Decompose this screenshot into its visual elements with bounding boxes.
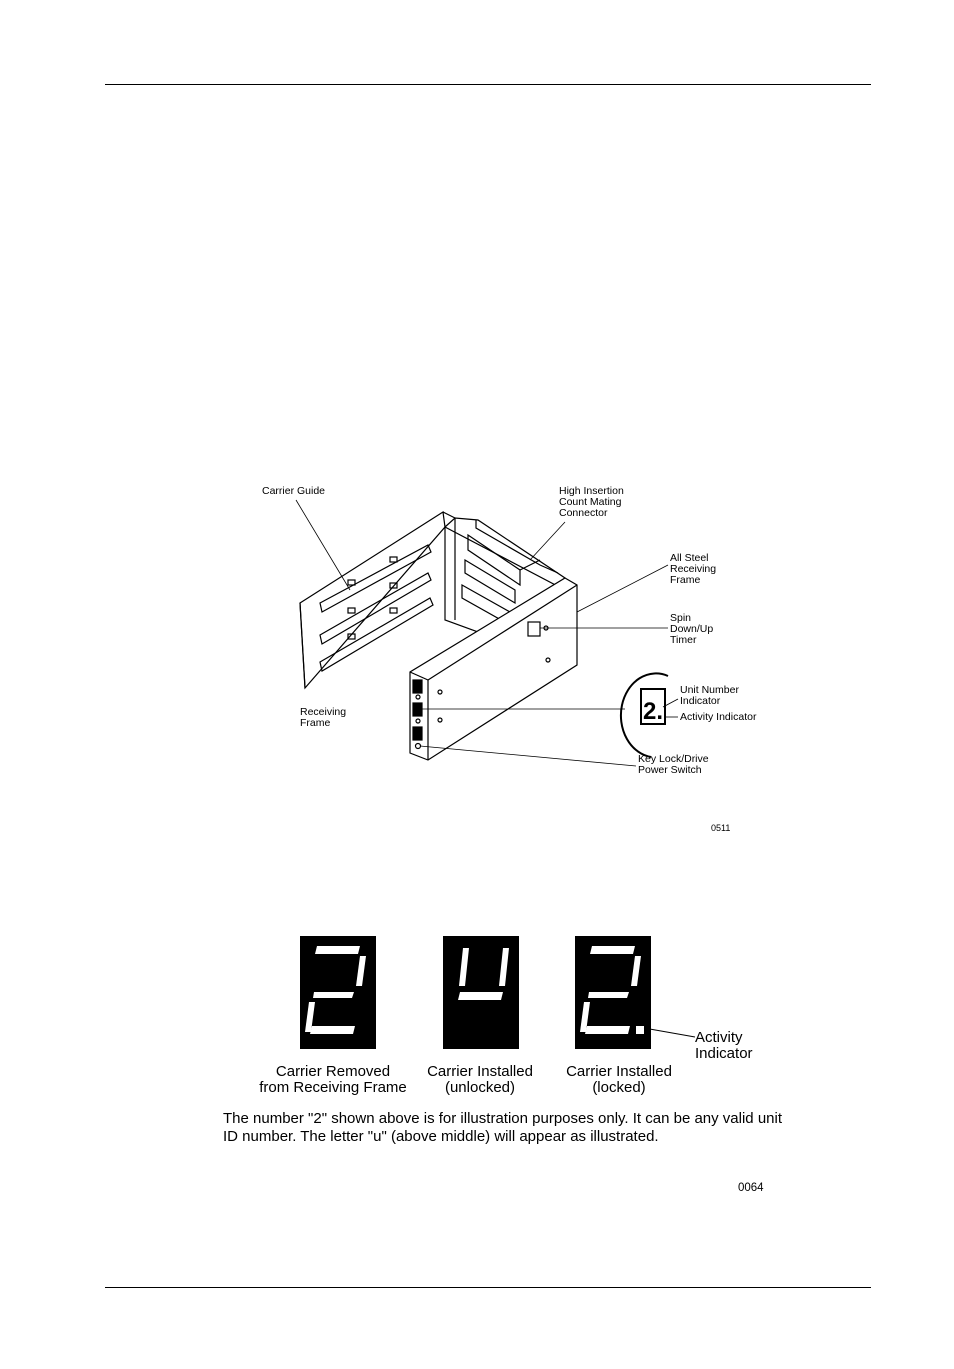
caption-carrier-unlocked: Carrier Installed (unlocked) xyxy=(427,1063,533,1096)
illustration-note: The number "2" shown above is for illustration purposes only. It can be any valid unit ID number. The letter "u" (above middle) will appear as illustrated. xyxy=(223,1110,783,1145)
all-steel-leader xyxy=(577,565,668,612)
caption-carrier-removed: Carrier Removed from Receiving Frame xyxy=(259,1063,407,1096)
label-carrier-guide: Carrier Guide xyxy=(262,485,326,497)
high-insertion-leader xyxy=(530,522,565,560)
callout-digit: 2. xyxy=(642,698,664,725)
label-activity-indicator: Activity Indicator xyxy=(680,711,757,723)
right-side-panel xyxy=(410,578,577,760)
figure1-id: 0511 xyxy=(711,823,731,833)
label-all-steel-frame: All Steel Receiving Frame xyxy=(670,552,717,586)
unit-indicator-callout xyxy=(621,673,678,757)
key-lock-leader xyxy=(420,746,636,766)
display-carrier-unlocked xyxy=(443,936,519,1049)
label-key-lock-switch: Key Lock/Drive Power Switch xyxy=(638,753,709,776)
display-carrier-removed xyxy=(300,936,376,1049)
caption-carrier-locked: Carrier Installed (locked) xyxy=(566,1063,672,1096)
label-unit-number-indicator: Unit Number Indicator xyxy=(680,684,739,707)
back-wall xyxy=(445,518,565,590)
label-receiving-frame: Receiving Frame xyxy=(300,706,347,729)
label-activity-indicator-fig2: Activity Indicator xyxy=(695,1029,753,1062)
label-spin-timer: Spin Down/Up Timer xyxy=(670,612,714,646)
figure2-id: 0064 xyxy=(738,1182,764,1194)
footer-rule xyxy=(105,1287,871,1288)
activity-indicator-leader xyxy=(640,1024,700,1044)
carrier-guide-leader xyxy=(296,500,350,590)
label-high-insertion-connector: High Insertion Count Mating Connector xyxy=(559,485,624,519)
